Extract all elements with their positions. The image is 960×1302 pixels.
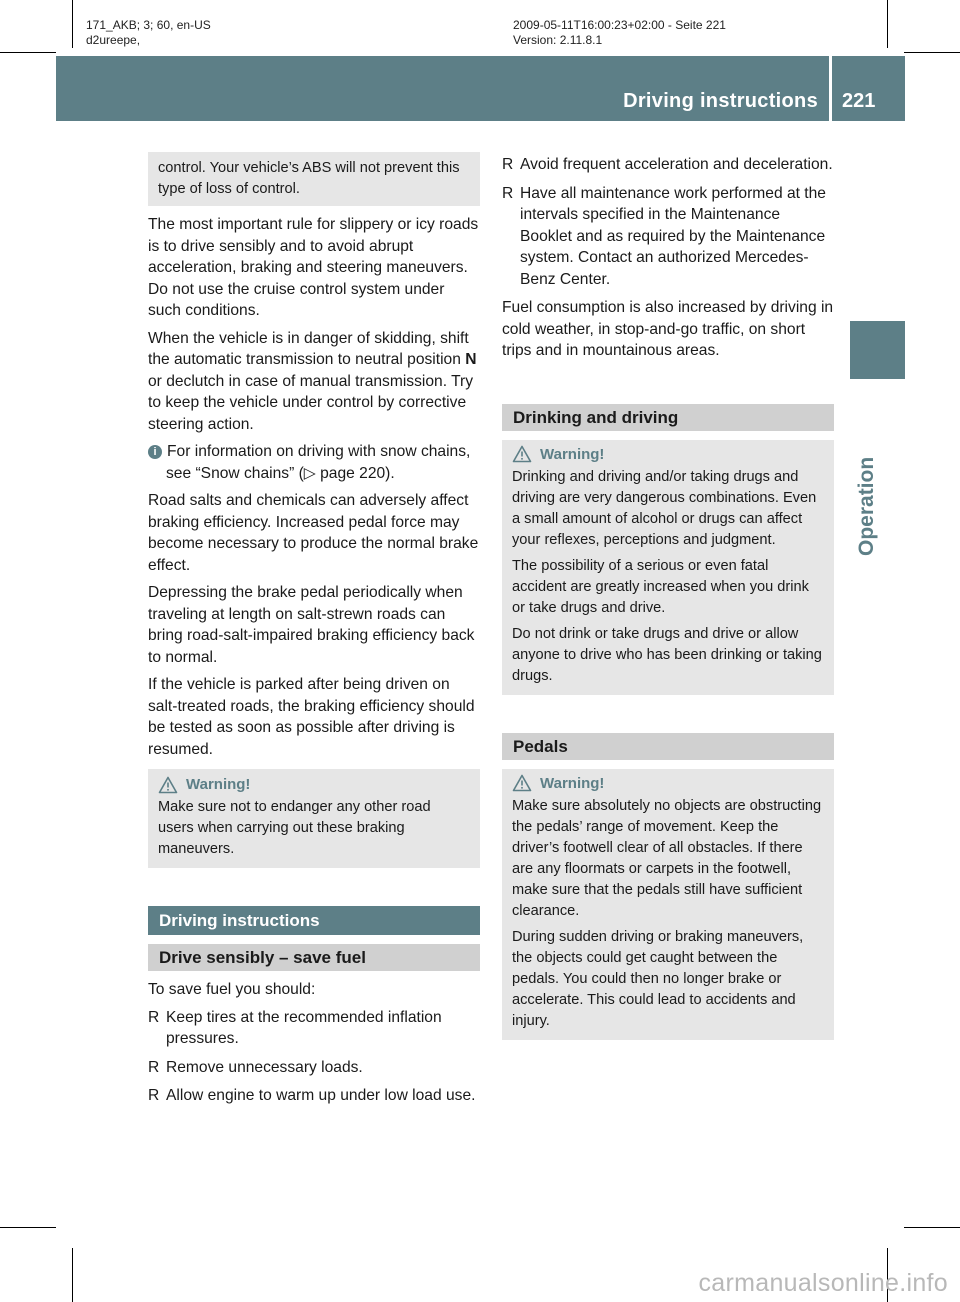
section-heading-driving-instructions: Driving instructions: [148, 906, 480, 935]
warning-title: Warning!: [186, 776, 251, 793]
warning-text: Make sure absolutely no objects are obstructing the pedals’ range of movement. Keep the driver’s footwell clear of all obstacles. If there are any floormats or carpets in the footwell, make sure that the pedals still have sufficient clearance.: [512, 797, 822, 919]
crop-mark: [887, 0, 888, 48]
warning-title: Warning!: [540, 774, 605, 792]
watermark: carmanualsonline.info: [698, 1269, 948, 1297]
warning-box-pedals: [502, 769, 834, 1040]
list-item: R Remove unnecessary loads.: [148, 1057, 480, 1079]
side-section-label: Operation: [855, 456, 878, 556]
crop-mark: [904, 1227, 960, 1228]
header-divider: [829, 56, 832, 121]
crop-mark: [72, 0, 73, 48]
warning-continuation-text: control. Your vehicle’s ABS will not prevent this type of loss of control.: [158, 160, 460, 197]
paragraph: The most important rule for slippery or icy roads is to drive sensibly and to avoid abrupt acceleration, braking and steering maneuvers. Do not use the cruise control system under such conditions.: [148, 216, 479, 319]
right-column: [502, 154, 834, 1048]
print-meta-left: [86, 18, 211, 48]
warning-text: During sudden driving or braking maneuvers, the objects could get caught between the pedals. You could then no longer brake or accelerate. This could lead to accidents and injury.: [512, 928, 804, 1029]
text-run: or declutch in case of manual transmission. Try to keep the vehicle under control by corrective steering action.: [148, 372, 474, 433]
crop-mark: [72, 1248, 73, 1302]
section-heading-drinking-and-driving: Drinking and driving: [502, 404, 834, 431]
warning-text: Make sure not to endanger any other road users when carrying out these braking maneuvers.: [158, 799, 431, 857]
list-item: R Allow engine to warm up under low load use.: [148, 1085, 480, 1107]
subsection-heading-save-fuel: Drive sensibly – save fuel: [148, 944, 480, 971]
warning-box-continuation: [148, 152, 480, 206]
info-note: [148, 441, 480, 484]
warning-triangle-icon: [158, 776, 178, 794]
list-item: R Have all maintenance work performed at the intervals specified in the Maintenance Booklet and as required by the Maintenance system. Contact an authorized Mercedes-Benz Center.: [502, 183, 834, 291]
warning-text: Drinking and driving and/or taking drugs and driving are very dangerous combinations. Even a small amount of alcohol or drugs can affect your reflexes, perceptions and judgment.: [512, 468, 817, 548]
section-heading-pedals: Pedals: [502, 733, 834, 760]
list-item: R Avoid frequent acceleration and deceleration.: [502, 154, 834, 176]
crop-mark: [0, 1227, 56, 1228]
paragraph: Fuel consumption is also increased by driving in cold weather, in stop-and-go traffic, on short trips and in mountainous areas.: [502, 299, 834, 359]
warning-box-braking: [148, 769, 480, 868]
warning-text: The possibility of a serious or even fatal accident are greatly increased when you drink or take drugs and drive.: [512, 557, 809, 616]
info-note-text: For information on driving with snow chains, see “Snow chains” (▷ page 220).: [166, 443, 471, 482]
page-header-title: Driving instructions: [623, 90, 818, 112]
paragraph: [148, 328, 480, 436]
paragraph: Road salts and chemicals can adversely affect braking efficiency. Increased pedal force may become necessary to produce the normal brake effect.: [148, 492, 479, 574]
warning-heading: [512, 444, 824, 465]
warning-heading: [158, 774, 470, 795]
warning-box-drinking: [502, 440, 834, 695]
crop-mark: [0, 52, 56, 53]
print-meta-right: [513, 18, 726, 48]
text-run: When the vehicle is in danger of skidding, shift the automatic transmission to neutral position: [148, 329, 469, 368]
print-meta-right-line1: 2009-05-11T16:00:23+02:00 - Seite 221: [513, 18, 726, 32]
warning-text: Do not drink or take drugs and drive or allow anyone to drive who has been drinking or taking drugs.: [512, 625, 822, 684]
print-meta-left-line1: 171_AKB; 3; 60, en-US: [86, 18, 211, 32]
warning-title: Warning!: [540, 445, 605, 463]
warning-triangle-icon: [512, 774, 532, 792]
print-meta-right-line2: Version: 2.11.8.1: [513, 33, 603, 47]
warning-heading: [512, 773, 824, 794]
print-meta-left-line2: d2ureepe,: [86, 33, 141, 47]
warning-triangle-icon: [512, 445, 532, 463]
page-number: 221: [842, 90, 876, 112]
crop-mark: [904, 52, 960, 53]
paragraph: Depressing the brake pedal periodically when traveling at length on salt-strewn roads can bring road-salt-impaired braking efficiency back to normal.: [148, 584, 475, 666]
gear-position-n: N: [465, 351, 477, 368]
list-item: R Keep tires at the recommended inflation pressures.: [148, 1007, 480, 1050]
paragraph: If the vehicle is parked after being driven on salt-treated roads, the braking efficiency should be tested as soon as possible after driving is resumed.: [148, 676, 475, 758]
paragraph: To save fuel you should:: [148, 981, 316, 998]
info-circle-icon: i: [148, 445, 162, 459]
left-column: [148, 152, 480, 1114]
